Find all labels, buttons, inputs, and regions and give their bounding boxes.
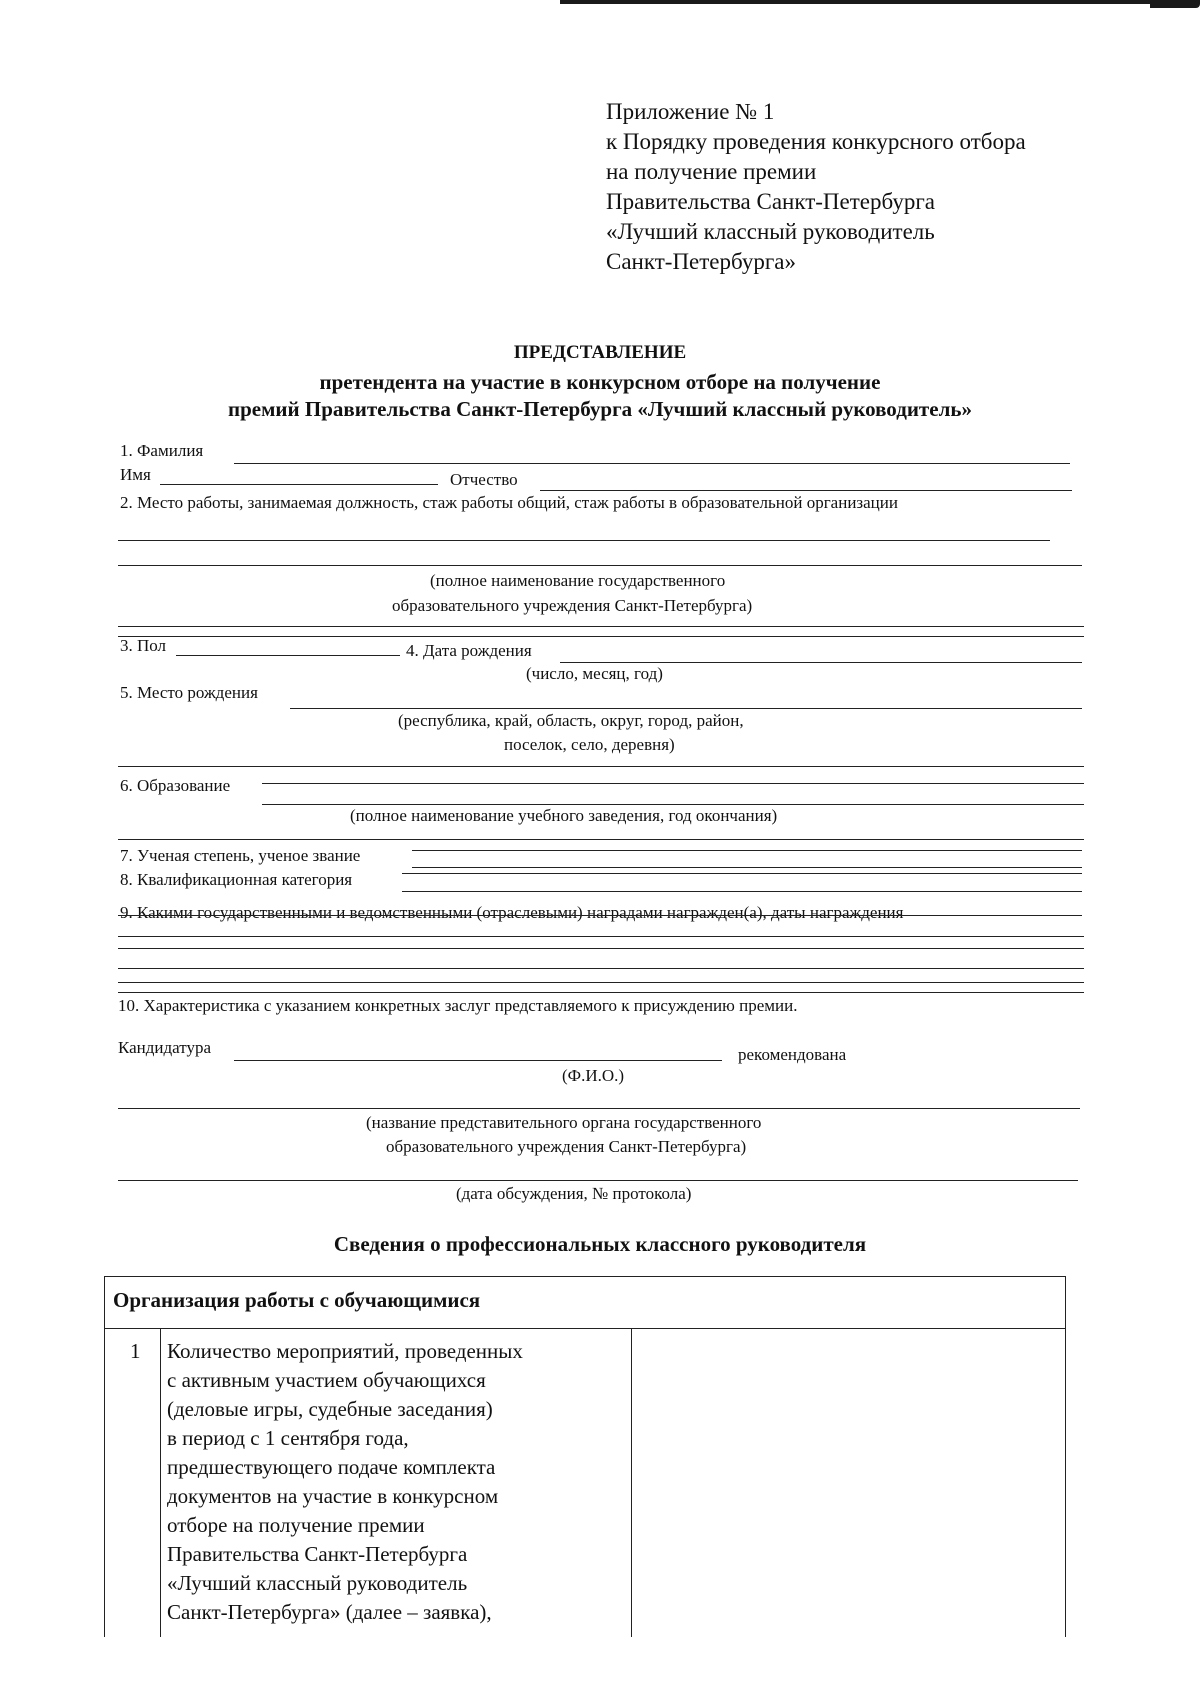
- degree-label: 7. Ученая степень, ученое звание: [120, 846, 361, 865]
- degree-field[interactable]: [412, 850, 1082, 851]
- appendix-line: на получение премии: [606, 159, 817, 184]
- body-caption: образовательного учреждения Санкт-Петербурга): [386, 1137, 747, 1156]
- awards-field[interactable]: [118, 982, 1084, 983]
- characteristic-label: 10. Характеристика с указанием конкретных заслуг представляемого к присуждению премии.: [118, 996, 798, 1015]
- row-description-line: предшествующего подаче комплекта: [167, 1455, 496, 1479]
- appendix-line: Приложение № 1: [606, 99, 775, 124]
- workplace-caption: образовательного учреждения Санкт-Петербурга): [392, 596, 753, 615]
- category-field[interactable]: [402, 891, 1082, 892]
- body-caption: (название представительного органа государственного: [366, 1113, 762, 1132]
- recommended-label: рекомендована: [738, 1045, 847, 1064]
- patronymic-label: Отчество: [450, 470, 518, 489]
- fio-caption: (Ф.И.О.): [562, 1066, 625, 1085]
- surname-field[interactable]: [234, 463, 1070, 464]
- workplace-label: 2. Место работы, занимаемая должность, стаж работы общий, стаж работы в образовательной организации: [120, 493, 898, 512]
- category-field[interactable]: [402, 873, 1082, 874]
- row-description-line: Количество мероприятий, проведенных: [167, 1339, 523, 1363]
- row-description-line: Правительства Санкт-Петербурга: [167, 1542, 468, 1566]
- sex-label: 3. Пол: [120, 636, 167, 655]
- awards-field[interactable]: [118, 992, 1084, 993]
- document-title: ПРЕДСТАВЛЕНИЕ: [513, 342, 687, 363]
- scan-edge-mark: [560, 0, 1200, 4]
- row-description: [167, 1337, 587, 1627]
- discussion-date-field[interactable]: [118, 1180, 1078, 1181]
- awards-label: 9. Какими государственными и ведомственными (отраслевыми) наградами награжден(а), даты награждения: [120, 903, 904, 922]
- birthdate-caption: (число, месяц, год): [526, 664, 663, 683]
- row-description-line: (деловые игры, судебные заседания): [167, 1397, 493, 1421]
- birthdate-label: 4. Дата рождения: [406, 641, 532, 660]
- category-label: 8. Квалификационная категория: [120, 870, 353, 889]
- row-description-line: документов на участие в конкурсном: [167, 1484, 499, 1508]
- name-label: Имя: [120, 465, 151, 484]
- appendix-line: Правительства Санкт-Петербурга: [606, 189, 935, 214]
- awards-field[interactable]: [118, 915, 1082, 916]
- education-field[interactable]: [262, 804, 1084, 805]
- info-table: [104, 1276, 1066, 1637]
- awards-field[interactable]: [118, 936, 1084, 937]
- date-caption: (дата обсуждения, № протокола): [456, 1184, 692, 1203]
- representative-body-field[interactable]: [118, 1108, 1080, 1109]
- sex-field[interactable]: [176, 655, 400, 656]
- row-description-line: с активным участием обучающихся: [167, 1368, 486, 1392]
- patronymic-field[interactable]: [540, 490, 1072, 491]
- column-divider: [160, 1328, 161, 1637]
- scan-edge-mark: [1150, 0, 1200, 8]
- candidate-field[interactable]: [234, 1060, 722, 1061]
- appendix-line: «Лучший классный руководитель: [606, 219, 935, 244]
- birthplace-field[interactable]: [290, 708, 1082, 709]
- surname-label: 1. Фамилия: [120, 441, 204, 460]
- row-description-line: «Лучший классный руководитель: [167, 1571, 468, 1595]
- document-subtitle: премий Правительства Санкт-Петербурга «Лучший классный руководитель»: [228, 397, 972, 421]
- candidate-label: Кандидатура: [118, 1038, 212, 1057]
- birthplace-caption: поселок, село, деревня): [504, 735, 675, 754]
- table-header: [105, 1277, 1065, 1329]
- document-subtitle: претендента на участие в конкурсном отборе на получение: [319, 370, 881, 394]
- section-title: Сведения о профессиональных классного руководителя: [333, 1232, 867, 1256]
- degree-field[interactable]: [412, 867, 1082, 868]
- appendix-line: к Порядку проведения конкурсного отбора: [606, 129, 1026, 154]
- education-field[interactable]: [118, 839, 1084, 840]
- education-label: 6. Образование: [120, 776, 231, 795]
- awards-field[interactable]: [118, 968, 1084, 969]
- row-description-line: Санкт-Петербурга» (далее – заявка),: [167, 1600, 492, 1624]
- column-divider: [631, 1328, 632, 1637]
- birthplace-label: 5. Место рождения: [120, 683, 258, 702]
- appendix-note: [606, 97, 1026, 277]
- workplace-field[interactable]: [118, 626, 1084, 627]
- workplace-field[interactable]: [118, 540, 1050, 541]
- awards-field[interactable]: [118, 948, 1084, 949]
- education-field[interactable]: [262, 783, 1084, 784]
- birthplace-field[interactable]: [118, 766, 1084, 767]
- education-caption: (полное наименование учебного заведения, год окончания): [350, 806, 778, 825]
- appendix-line: Санкт-Петербурга»: [606, 249, 796, 274]
- row-description-line: отборе на получение премии: [167, 1513, 425, 1537]
- row-number: 1: [130, 1339, 141, 1363]
- row-description-line: в период с 1 сентября года,: [167, 1426, 409, 1450]
- birthplace-caption: (республика, край, область, округ, город, район,: [398, 711, 744, 730]
- name-field[interactable]: [160, 484, 438, 485]
- workplace-field[interactable]: [118, 565, 1082, 566]
- workplace-caption: (полное наименование государственного: [430, 571, 726, 590]
- table-header-label: Организация работы с обучающимися: [113, 1288, 481, 1312]
- birthdate-field[interactable]: [560, 662, 1082, 663]
- workplace-field[interactable]: [118, 636, 1084, 637]
